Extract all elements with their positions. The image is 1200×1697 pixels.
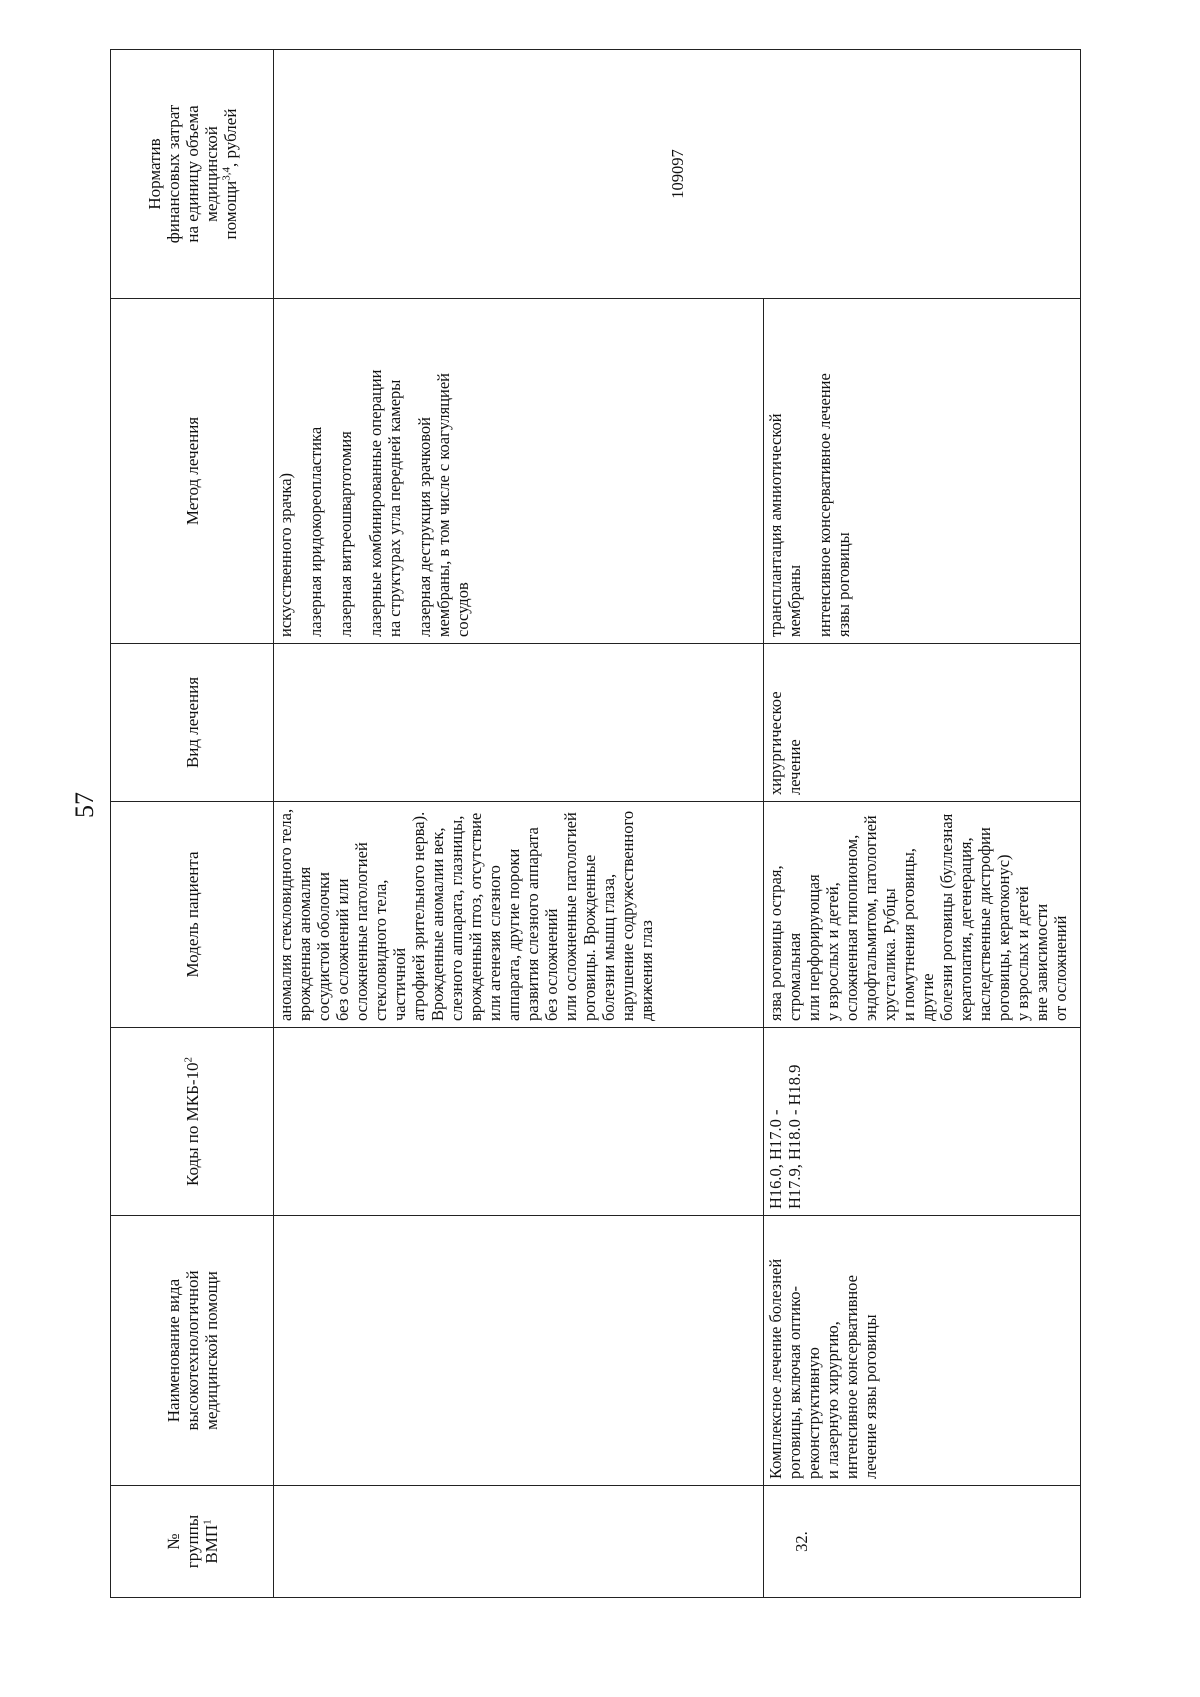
header-treatment-type: Вид лечения xyxy=(111,644,274,802)
method-item: лазерная витреошвартотомия xyxy=(336,431,355,637)
cell-vmp-name xyxy=(274,1216,764,1486)
cell-treatment-type: хирургическое лечение xyxy=(764,644,1081,802)
method-item: трансплантация амниотической мембраны xyxy=(766,413,804,637)
page-number: 57 xyxy=(70,792,99,818)
method-item: лазерная деструкция зрачковой мембраны, в том числе с коагуляцией сосудов xyxy=(415,372,472,637)
cell-financial-norm: 109097 xyxy=(274,50,1081,299)
header-patient-model: Модель пациента xyxy=(111,802,274,1028)
header-icd-codes: Коды по МКБ-$10^2$ xyxy=(111,1028,274,1216)
vmp-table xyxy=(110,49,1081,1598)
header-financial-norm: Норматив финансовых затрат на единицу объема медицинской помощи$^{3,4}$, рублей xyxy=(111,50,274,299)
cell-icd-codes xyxy=(274,1028,764,1216)
header-group-number: № группы ВМП$^1$ xyxy=(111,1486,274,1598)
header-vmp-name: Наименование вида высокотехнологичной медицинской помощи xyxy=(111,1216,274,1486)
cell-group-number: 32. xyxy=(764,1486,1081,1598)
method-item: искусственного зрачка) xyxy=(276,472,295,637)
cell-vmp-name: Комплексное лечение болезней роговицы, включая оптико- реконструктивную и лазерную хирургию, интенсивное консервативное лечение язвы роговицы xyxy=(764,1216,1081,1486)
cell-patient-model: язва роговицы острая, стромальная или перфорирующая у взрослых и детей, осложненная гипопионом, эндофтальмитом, патологией хрусталика. Рубцы и помутнения роговицы, другие болезни роговицы (буллезная кератопатия, дегенерация, наследственные дистрофии роговицы, кератоконус) у взрослых и детей вне зависимости от осложнений xyxy=(764,802,1081,1028)
cell-treatment-method xyxy=(764,299,1081,644)
cell-patient-model: аномалия стекловидного тела, врожденная аномалия сосудистой оболочки без осложнений или осложненные патологией стекловидного тела, частичной атрофией зрительного нерва). Врожденные аномалии век, слезного аппарата, глазницы, врожденный птоз, отсутствие или агенезия слезного аппарата, другие пороки развития слезного аппарата без осложнений или осложненные патологией роговицы. Врожденные болезни мышц глаза, нарушение содружественного движения глаз xyxy=(274,802,764,1028)
cell-treatment-method xyxy=(274,299,764,644)
cell-group-number xyxy=(274,1486,764,1598)
cell-icd-codes: H16.0, H17.0 - H17.9, H18.0 - H18.9 xyxy=(764,1028,1081,1216)
table-wrapper xyxy=(110,50,1080,1598)
header-treatment-method: Метод лечения xyxy=(111,299,274,644)
method-item: интенсивное консервативное лечение язвы роговицы xyxy=(815,373,853,637)
method-item: лазерная иридокореопластика xyxy=(306,426,325,637)
header-row xyxy=(111,50,274,1598)
method-item: лазерные комбинированные операции на структурах угла передней камеры xyxy=(366,369,404,637)
table-row xyxy=(274,50,764,1598)
cell-treatment-type xyxy=(274,644,764,802)
